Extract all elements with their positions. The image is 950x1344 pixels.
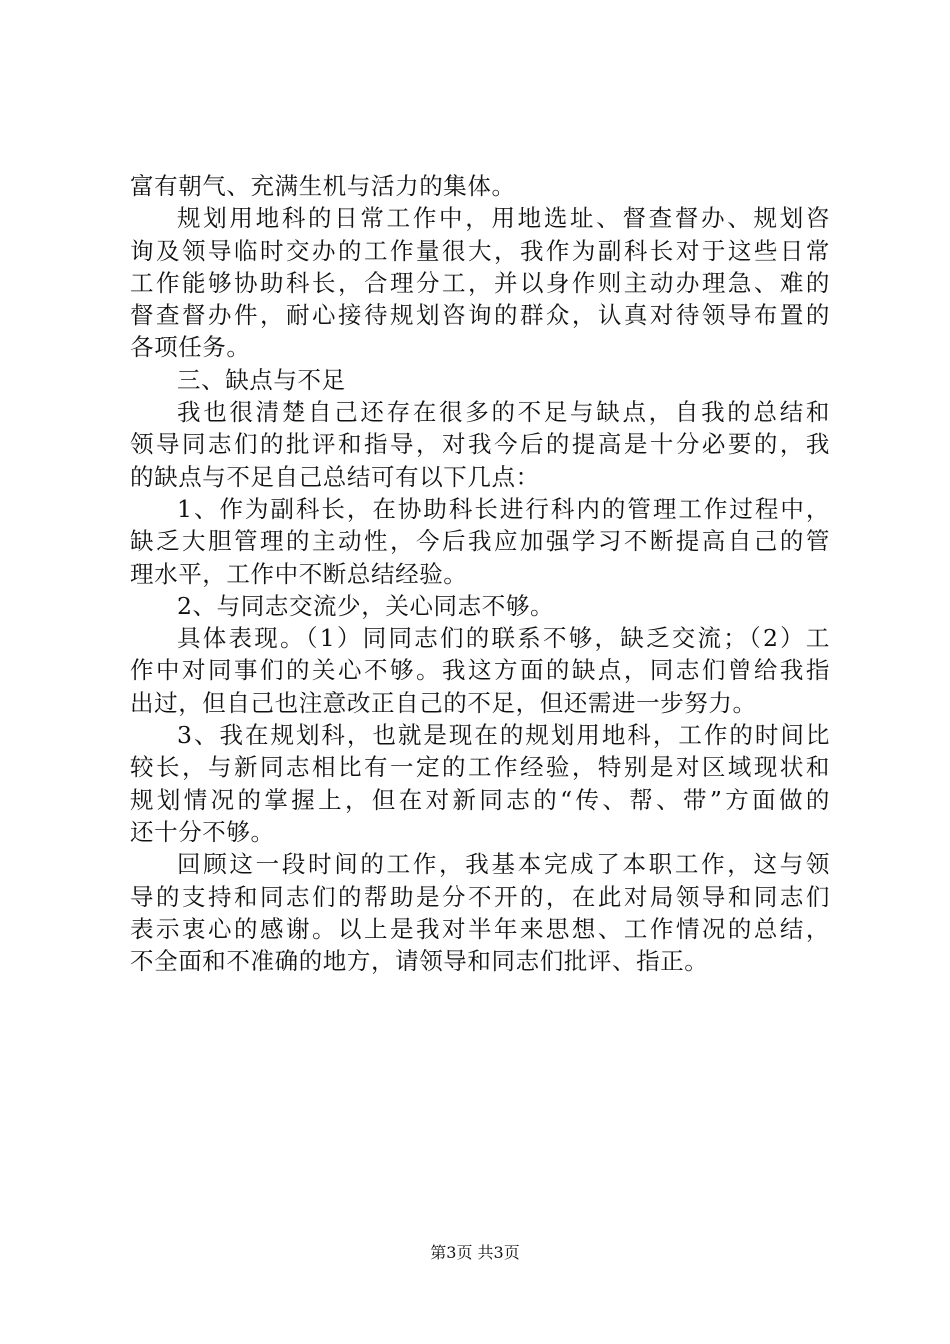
text-line: 询及领导临时交办的工作量很大，我作为副科长对于这些日常 bbox=[130, 236, 830, 265]
text-line: 我也很清楚自己还存在很多的不足与缺点，自我的总结和 bbox=[177, 398, 830, 427]
text-line: 还十分不够。 bbox=[130, 817, 275, 846]
text-line: 督查督办件，耐心接待规划咨询的群众，认真对待领导布置的 bbox=[130, 301, 830, 330]
text-line: 富有朝气、充满生机与活力的集体。 bbox=[130, 172, 516, 200]
text-line: 工作能够协助科长，合理分工，并以身作则主动办理急、难的 bbox=[130, 268, 830, 297]
text-line: 规划用地科的日常工作中，用地选址、督查督办、规划咨 bbox=[177, 204, 830, 233]
text-line: 2、与同志交流少，关心同志不够。 bbox=[177, 591, 555, 620]
page-footer: 第3页 共3页 bbox=[430, 1243, 520, 1262]
text-line: 领导同志们的批评和指导，对我今后的提高是十分必要的，我 bbox=[130, 430, 830, 459]
text-line: 1、作为副科长，在协助科长进行科内的管理工作过程中， bbox=[177, 494, 830, 523]
text-line: 3、我在规划科，也就是现在的规划用地科，工作的时间比 bbox=[177, 721, 830, 750]
text-line: 不全面和不准确的地方，请领导和同志们批评、指正。 bbox=[130, 947, 709, 976]
text-line: 的缺点与不足自己总结可有以下几点： bbox=[130, 462, 540, 491]
text-line: 各项任务。 bbox=[130, 333, 251, 362]
text-line: 出过，但自己也注意改正自己的不足，但还需进一步努力。 bbox=[130, 688, 757, 717]
document-body bbox=[130, 170, 830, 977]
text-line: 缺乏大胆管理的主动性，今后我应加强学习不断提高自己的管 bbox=[130, 527, 830, 556]
text-line: 理水平，工作中不断总结经验。 bbox=[130, 559, 468, 588]
text-line: 回顾这一段时间的工作，我基本完成了本职工作，这与领 bbox=[177, 850, 830, 879]
text-line: 规划情况的掌握上，但在对新同志的“传、帮、带”方面做的 bbox=[130, 785, 830, 814]
text-line: 具体表现。（1）同同志们的联系不够，缺乏交流；（2）工 bbox=[177, 624, 830, 653]
text-line: 三、缺点与不足 bbox=[177, 365, 346, 394]
text-line: 作中对同事们的关心不够。我这方面的缺点，同志们曾给我指 bbox=[130, 656, 830, 685]
text-line: 较长，与新同志相比有一定的工作经验，特别是对区域现状和 bbox=[130, 753, 830, 782]
text-line: 表示衷心的感谢。以上是我对半年来思想、工作情况的总结， bbox=[130, 914, 830, 943]
text-line: 导的支持和同志们的帮助是分不开的，在此对局领导和同志们 bbox=[130, 882, 830, 911]
